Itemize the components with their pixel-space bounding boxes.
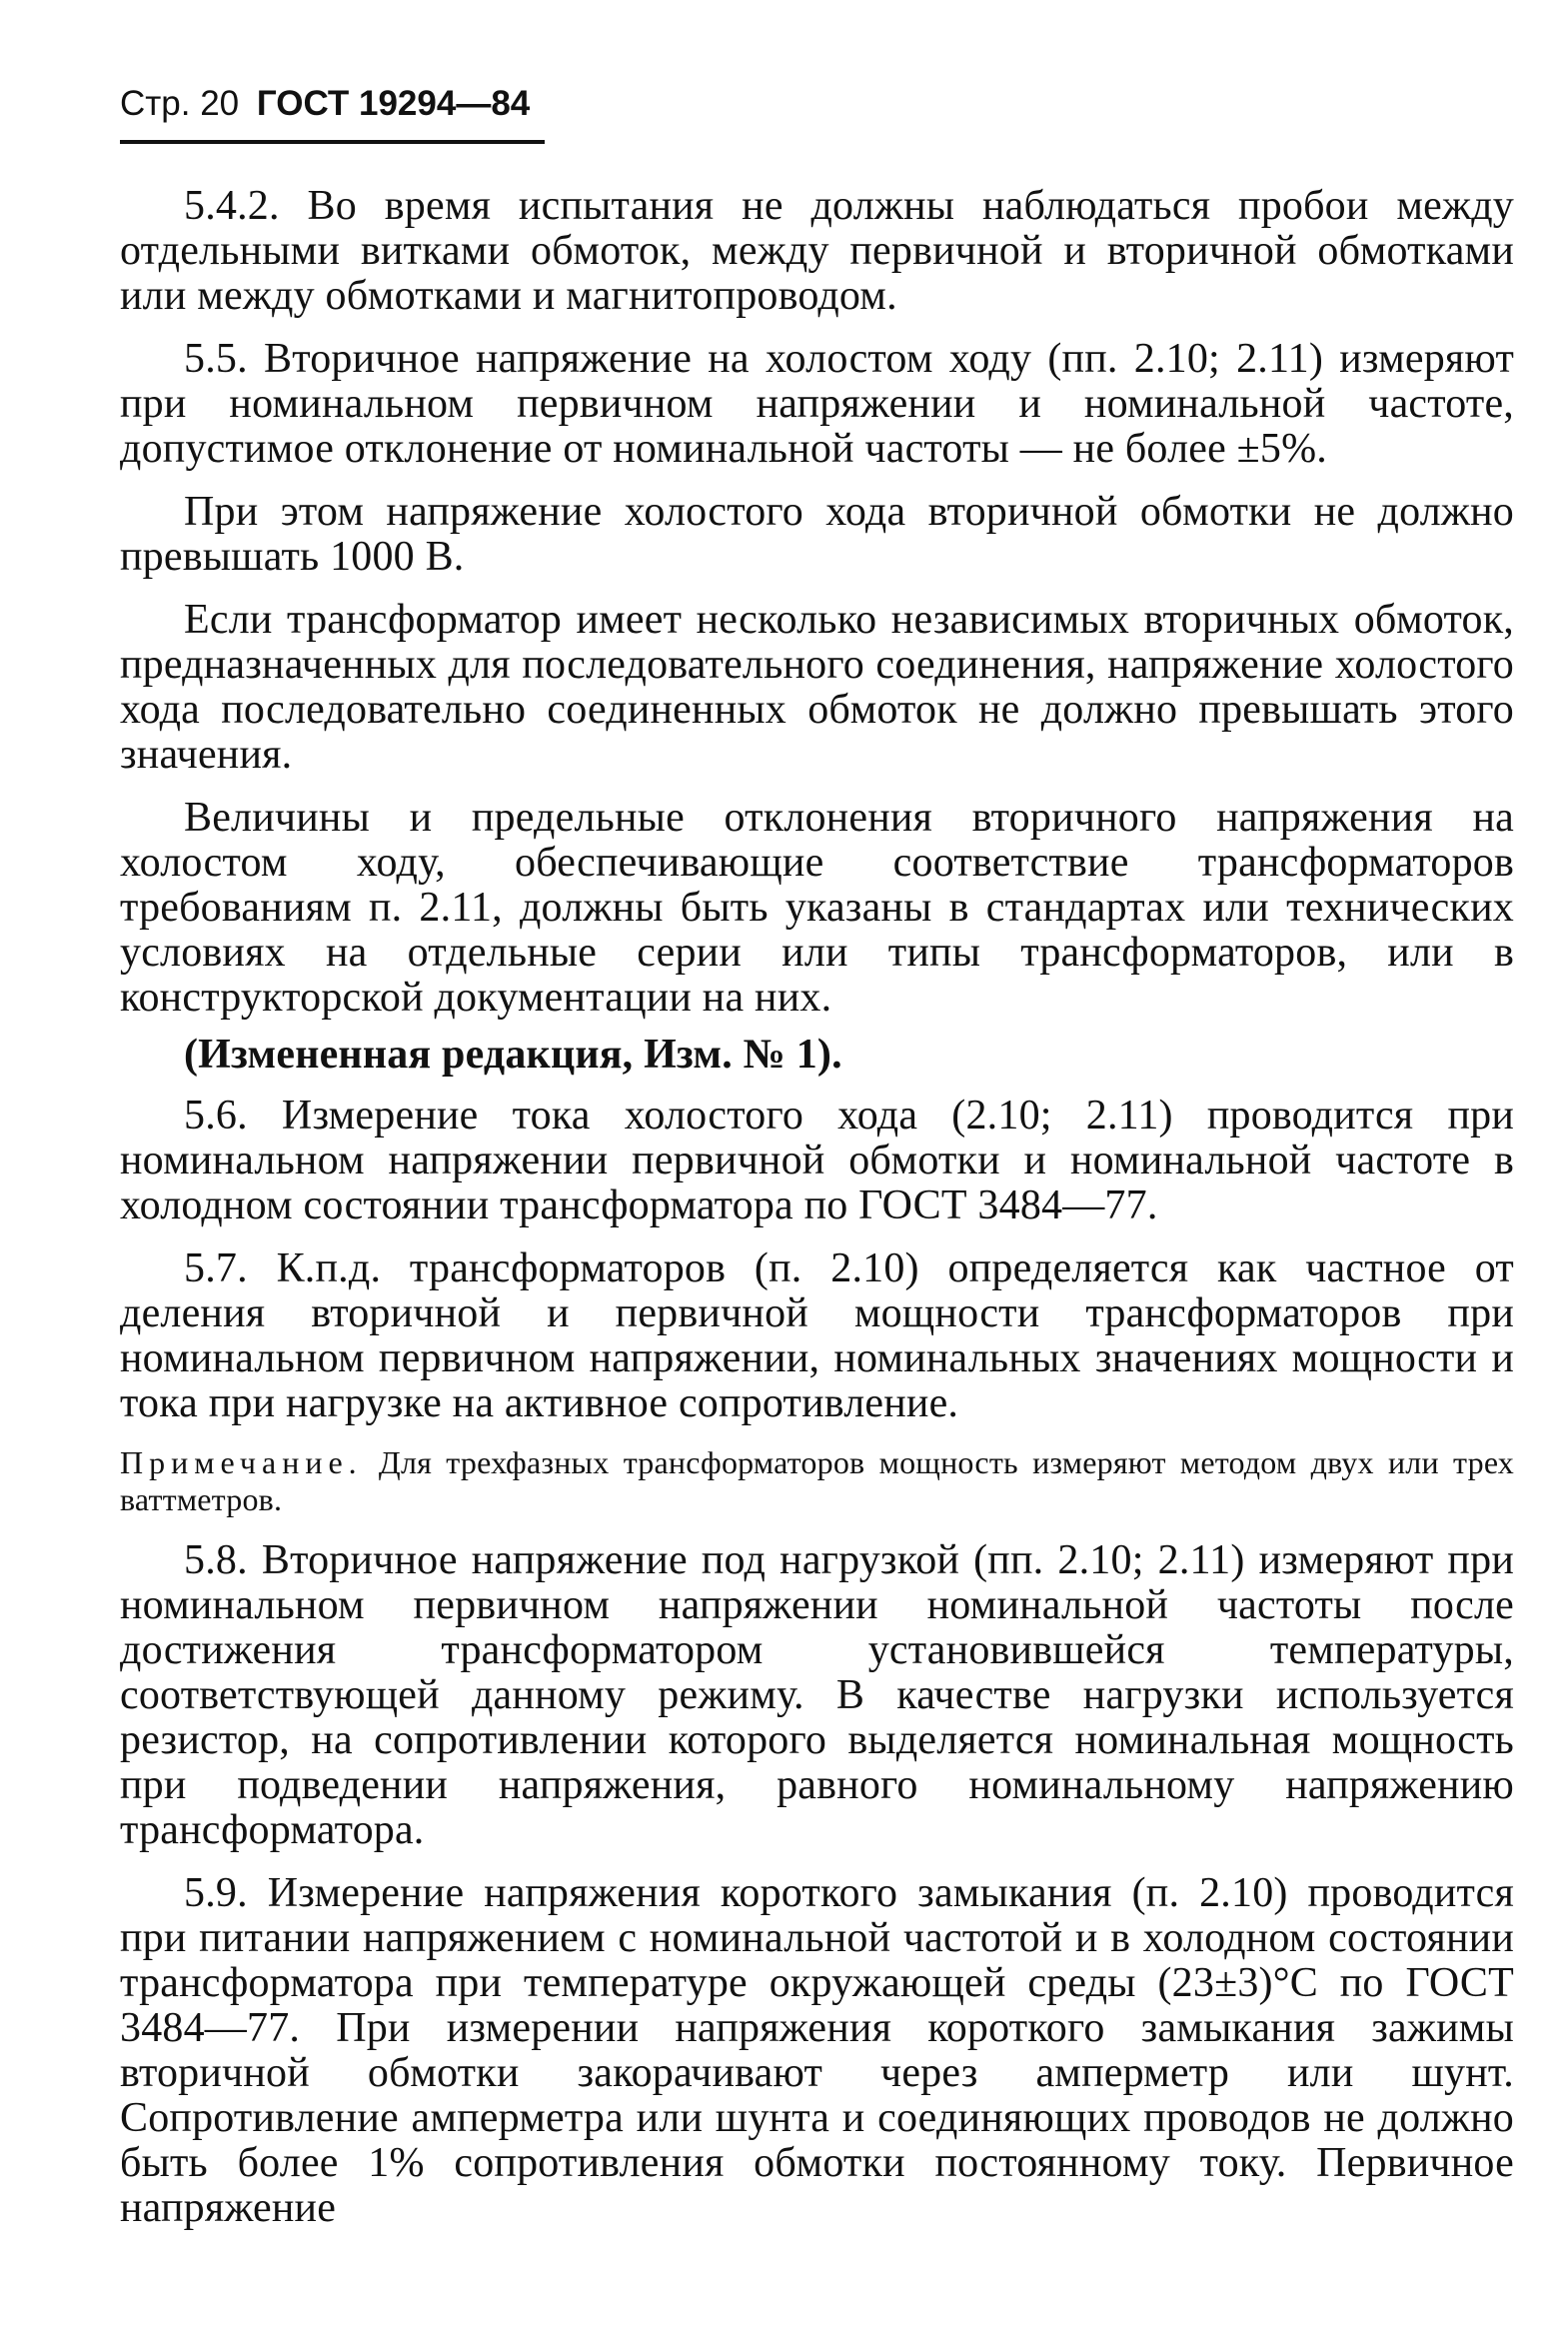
page-number-label: Стр. 20 [120,84,240,123]
note-label: Примечание. [120,1444,363,1480]
note-block [120,1444,1514,1518]
paragraph-voltage-deviations: Величины и предельные отклонения вторичного напряжения на холостом ходу, обеспечивающие соответствие трансформаторов требованиям п. 2.11, должны быть указаны в стандартах или технических условиях на отдельные серии или типы трансформаторов, или в конструкторской документации на них. [120,795,1514,1021]
paragraph-5-9: 5.9. Измерение напряжения короткого замыкания (п. 2.10) проводится при питании напряжением с номинальной частотой и в холодном состоянии трансформатора при температуре окружающей среды (23±3)°С по ГОСТ 3484—77. При измерении напряжения короткого замыкания зажимы вторичной обмотки закорачивают через амперметр или шунт. Сопротивление амперметра или шунта и соединяющих проводов не должно быть более 1% сопротивления обмотки постоянному току. Первичное напряжение [120,1870,1514,2231]
note-text: Для трехфазных трансформаторов мощность измеряют методом двух или трех ваттметров. [120,1444,1515,1517]
standard-number: ГОСТ 19294—84 [256,84,531,123]
paragraph-no-load-voltage-limit: При этом напряжение холостого хода вторичной обмотки не должно превышать 1000 В. [120,489,1514,580]
header-rule [120,140,545,144]
paragraph-5-6: 5.6. Измерение тока холостого хода (2.10; 2.11) проводится при номинальном напряжении первичной обмотки и номинальной частоте в холодном состоянии трансформатора по ГОСТ 3484—77. [120,1093,1514,1228]
revision-note: (Измененная редакция, Изм. № 1). [184,1032,842,1078]
document-body [120,184,1514,2249]
paragraph-5-8: 5.8. Вторичное напряжение под нагрузкой (пп. 2.10; 2.11) измеряют при номинальном первичном напряжении номинальной частоты после достижения трансформатором установившейся температуры, соответствующей данному режиму. В качестве нагрузки используется резистор, на сопротивлении которого выделяется номинальная мощность при подведении напряжения, равного номинальному напряжению трансформатора. [120,1537,1514,1853]
paragraph-5-7: 5.7. К.п.д. трансформаторов (п. 2.10) определяется как частное от деления вторичной и первичной мощности трансформаторов при номинальном первичном напряжении, номинальных значениях мощности и тока при нагрузке на активное сопротивление. [120,1245,1514,1426]
paragraph-5-4-2: 5.4.2. Во время испытания не должны наблюдаться пробои между отдельными витками обмоток, между первичной и вторичной обмотками или между обмотками и магнитопроводом. [120,183,1514,319]
page-header [120,86,530,121]
paragraph-5-5: 5.5. Вторичное напряжение на холостом ходу (пп. 2.10; 2.11) измеряют при номинальном первичном напряжении и номинальной частоте, допустимое отклонение от номинальной частоты — не более ±5%. [120,336,1514,472]
paragraph-independent-windings: Если трансформатор имеет несколько независимых вторичных обмоток, предназначенных для последовательного соединения, напряжение холостого хода последовательно соединенных обмоток не должно превышать этого значения. [120,597,1514,778]
